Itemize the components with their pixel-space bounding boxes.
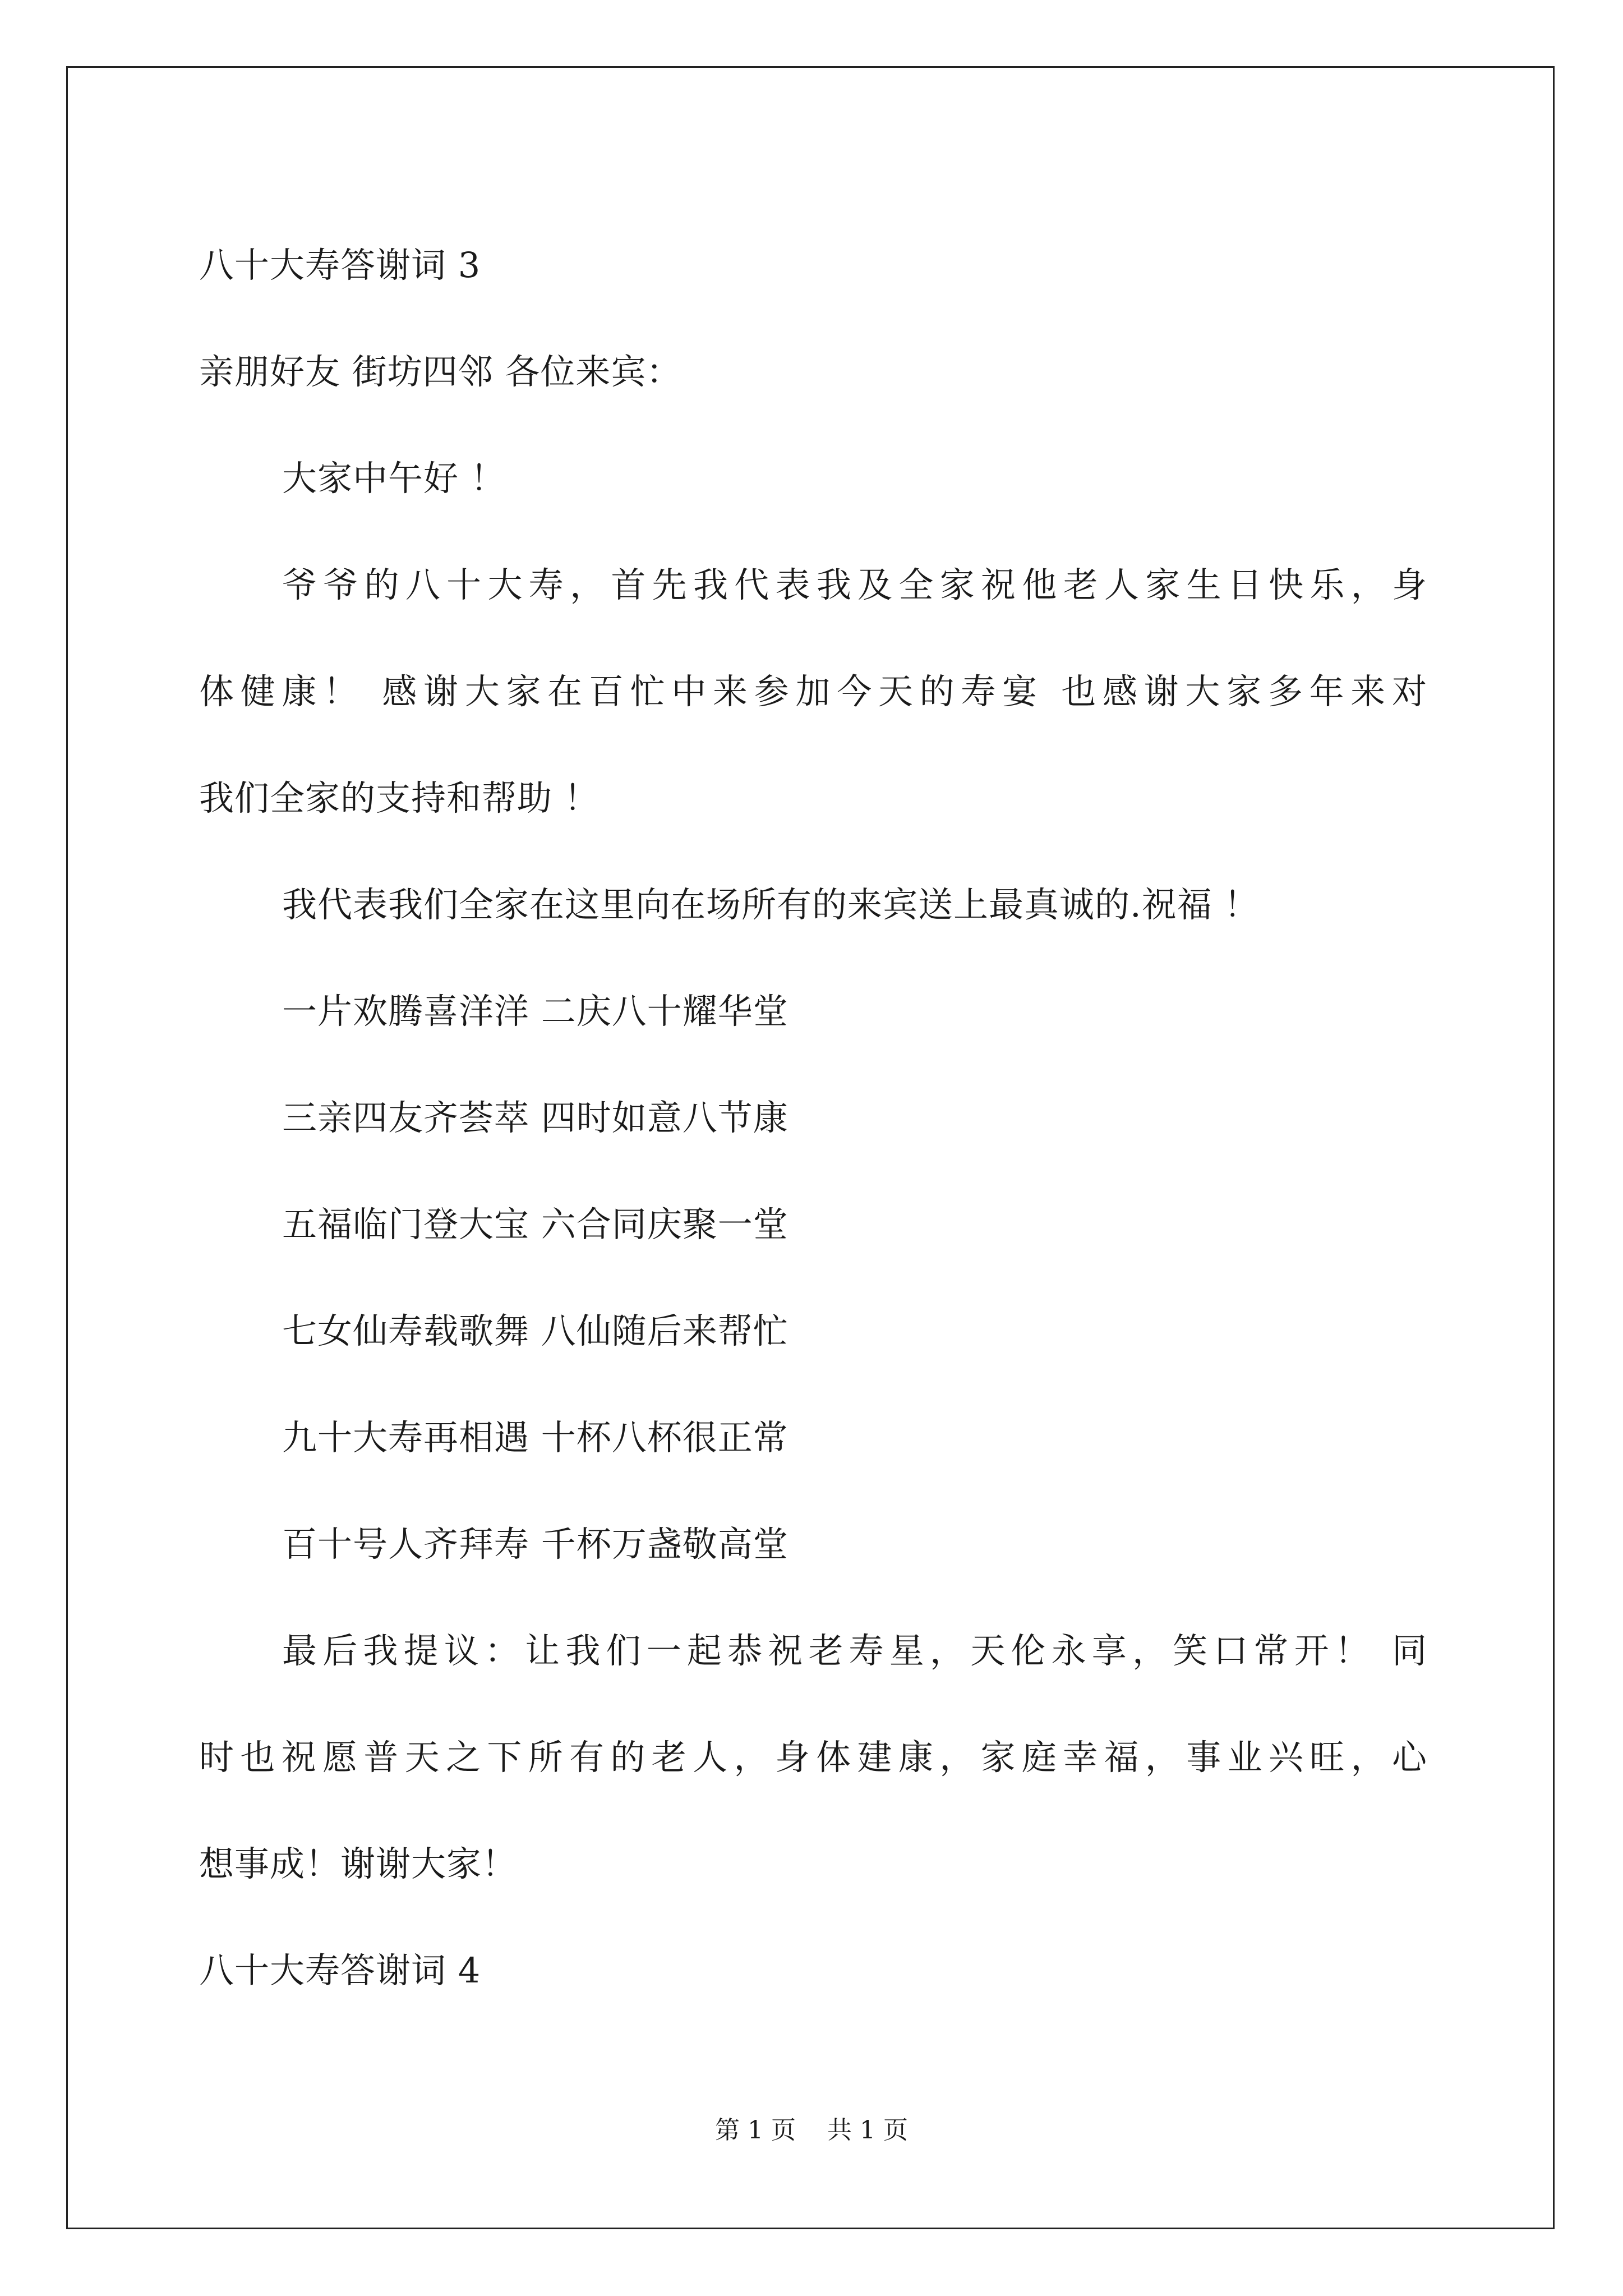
- doc-line-6: 我们全家的支持和帮助 ！: [199, 777, 600, 818]
- doc-line-13: 百十号人齐拜寿 千杯万盏敬高堂: [282, 1524, 789, 1565]
- doc-line-4: 爷爷的八十大寿，首先我代表我及全家祝他老人家生日快乐，身: [282, 564, 1427, 605]
- doc-line-5: 体健康！ 感谢大家在百忙中来参加今天的寿宴 也感谢大家多年来对: [199, 671, 1427, 712]
- doc-line-8: 一片欢腾喜洋洋 二庆八十耀华堂: [282, 991, 789, 1032]
- page-footer: [0, 2114, 1623, 2147]
- doc-line-10: 五福临门登大宝 六合同庆聚一堂: [282, 1204, 789, 1245]
- doc-line-2: 亲朋好友 街坊四邻 各位来宾：: [199, 351, 682, 392]
- document-body: [199, 212, 1427, 2024]
- doc-line-14: 最后我提议：让我们一起恭祝老寿星，天伦永享，笑口常开！ 同: [282, 1630, 1427, 1671]
- doc-line-7: 我代表我们全家在这里向在场所有的来宾送上最真诚的.祝福 ！: [282, 884, 1260, 925]
- doc-line-12: 九十大寿再相遇 十杯八杯很正常: [282, 1417, 789, 1458]
- page-number-total: 共 1 页: [827, 2116, 908, 2145]
- doc-line-9: 三亲四友齐荟萃 四时如意八节康: [282, 1097, 789, 1138]
- doc-line-3: 大家中午好 ！: [282, 458, 506, 499]
- doc-line-15: 时也祝愿普天之下所有的老人，身体建康，家庭幸福，事业兴旺，心: [199, 1737, 1427, 1778]
- page-number-current: 第 1 页: [715, 2116, 796, 2145]
- doc-line-1: 八十大寿答谢词 3: [199, 245, 481, 286]
- doc-line-16: 想事成！谢谢大家！: [199, 1843, 518, 1884]
- doc-line-11: 七女仙寿载歌舞 八仙随后来帮忙: [282, 1310, 789, 1351]
- doc-line-17: 八十大寿答谢词 4: [199, 1950, 481, 1991]
